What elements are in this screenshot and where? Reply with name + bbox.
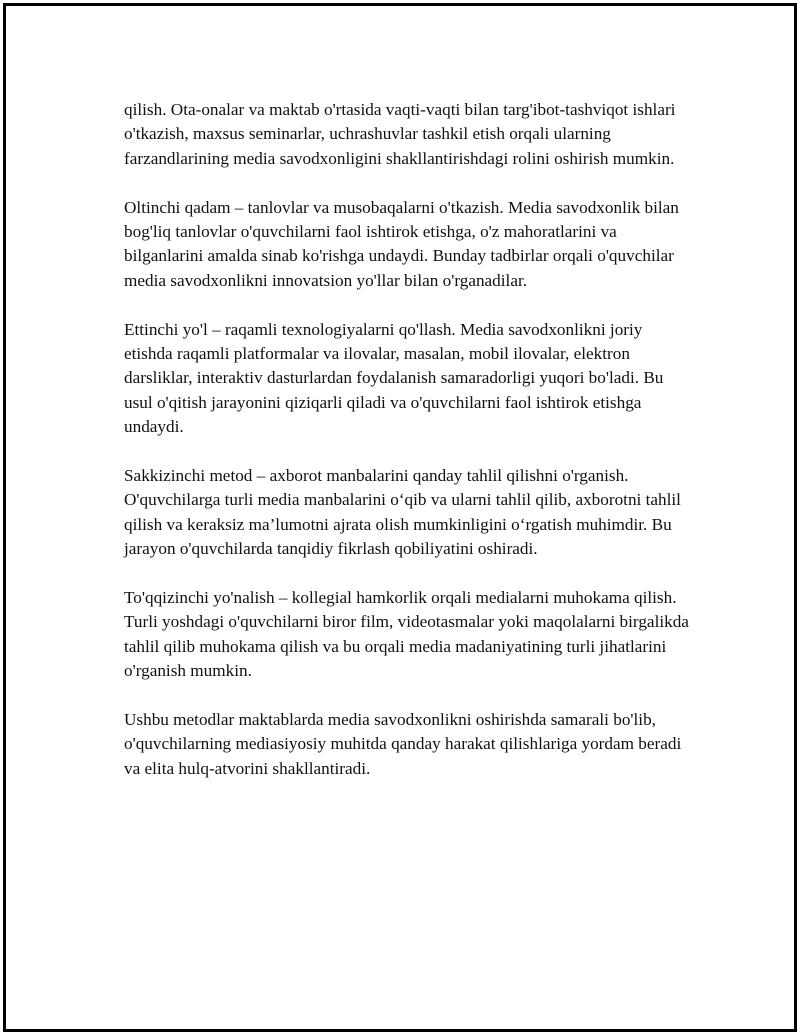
paragraph-step-six-competitions: Oltinchi qadam – tanlovlar va musobaqalarni o'tkazish. Media savodxonlik bilan bog'liq tanlovlar o'quvchilarni faol ishtirok etishga, o'z mahoratlarini va bilganlarini amalda sinab ko'rishga undaydi. Bunday tadbirlar orqali o'quvchilar media savodxonlikni innovatsion yo'llar bilan o'rganadilar. <box>124 197 679 290</box>
document-body <box>124 98 694 781</box>
paragraph-parent-engagement: qilish. Ota-onalar va maktab o'rtasida vaqti-vaqti bilan targ'ibot-tashviqot ishlari o'tkazish, maxsus seminarlar, uchrashuvlar tashkil etish orqali ularning farzandlarining media savodxonligini shakllantirishdagi rolini oshirish mumkin. <box>124 100 676 168</box>
paragraph-step-eight-source-analysis: Sakkizinchi metod – axborot manbalarini qanday tahlil qilishni o'rganish. O'quvchilarga turli media manbalarini o‘qib va ularni tahlil qilib, axborotni tahlil qilish va keraksiz ma’lumotni ajrata olish mumkinligini o‘rgatish muhimdir. Bu jarayon o'quvchilarda tanqidiy fikrlash qobiliyatini oshiradi. <box>124 466 681 559</box>
page-frame <box>3 3 797 1032</box>
paragraph-step-seven-digital-tech: Ettinchi yo'l – raqamli texnologiyalarni qo'llash. Media savodxonlikni joriy etishda raqamli platformalar va ilovalar, masalan, mobil ilovalar, elektron darsliklar, interaktiv dasturlardan foydalanish samaradorligi yuqori bo'ladi. Bu usul o'qitish jarayonini qiziqarli qiladi va o'quvchilarni faol ishtirok etishga undaydi. <box>124 319 664 437</box>
paragraph-step-nine-collaboration: To'qqizinchi yo'nalish – kollegial hamkorlik orqali medialarni muhokama qilish. Turli yoshdagi o'quvchilarni biror film, videotasmalar yoki maqolalarni birgalikda tahlil qilib muhokama qilish va bu orqali media madaniyatining turli jihatlarini o'rganish mumkin. <box>124 588 689 681</box>
paragraph-conclusion: Ushbu metodlar maktablarda media savodxonlikni oshirishda samarali bo'lib, o'quvchilarning mediasiyosiy muhitda qanday harakat qilishlariga yordam beradi va elita hulq-atvorini shakllantiradi. <box>124 710 682 778</box>
